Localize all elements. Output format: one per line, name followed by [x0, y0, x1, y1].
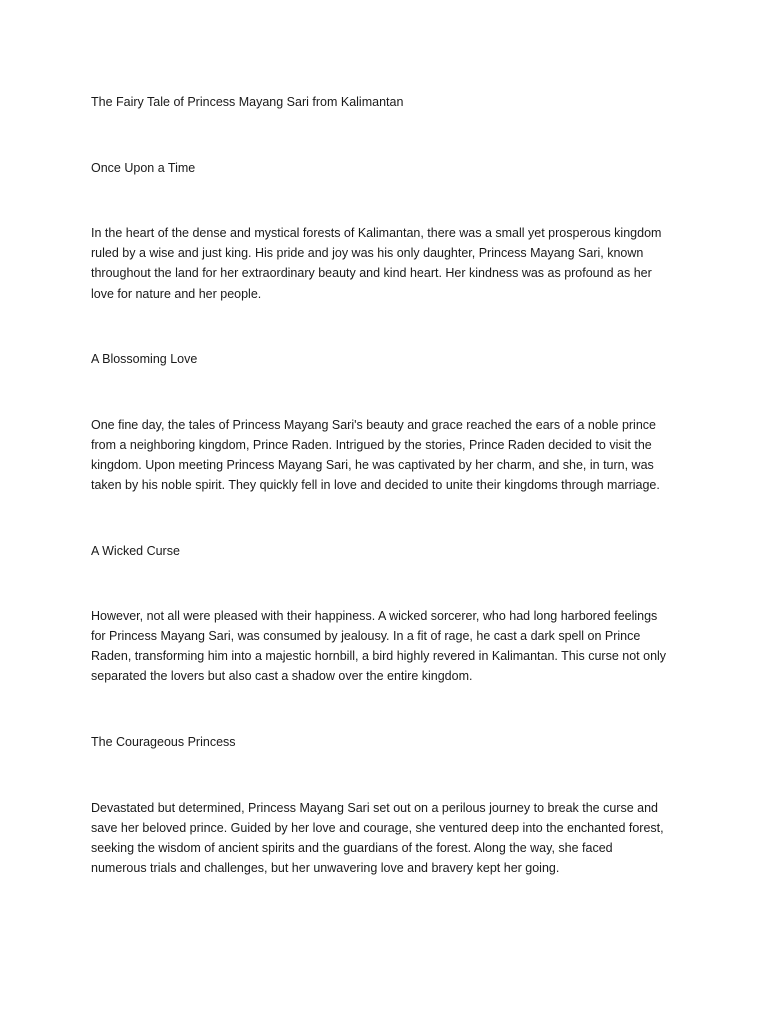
- paragraph-line: Raden, transforming him into a majestic hornbill, a bird highly revered in Kalimantan. This curse not only: [91, 649, 667, 663]
- paragraph-line: ruled by a wise and just king. His pride and joy was his only daughter, Princess Mayang Sari, known: [91, 246, 644, 260]
- section-heading-a-blossoming-love: A Blossoming Love: [91, 352, 198, 366]
- document-title: The Fairy Tale of Princess Mayang Sari from Kalimantan: [91, 95, 404, 109]
- paragraph-line: from a neighboring kingdom, Prince Raden. Intrigued by the stories, Prince Raden decided to visit the: [91, 438, 652, 452]
- paragraph-line: Devastated but determined, Princess Mayang Sari set out on a perilous journey to break the curse and: [91, 801, 658, 815]
- paragraph-line: kingdom. Upon meeting Princess Mayang Sari, he was captivated by her charm, and she, in turn, was: [91, 458, 654, 472]
- paragraph-line: taken by his noble spirit. They quickly fell in love and decided to unite their kingdoms through marriage.: [91, 478, 660, 492]
- paragraph-line: One fine day, the tales of Princess Mayang Sari's beauty and grace reached the ears of a noble prince: [91, 418, 656, 432]
- paragraph-line: However, not all were pleased with their happiness. A wicked sorcerer, who had long harbored feelings: [91, 609, 658, 623]
- section-heading-once-upon-a-time: Once Upon a Time: [91, 161, 196, 175]
- paragraph-line: seeking the wisdom of ancient spirits and the guardians of the forest. Along the way, she faced: [91, 841, 613, 855]
- paragraph-line: love for nature and her people.: [91, 287, 262, 301]
- paragraph-line: throughout the land for her extraordinary beauty and kind heart. Her kindness was as profound as her: [91, 266, 652, 280]
- paragraph-line: In the heart of the dense and mystical forests of Kalimantan, there was a small yet prosperous kingdom: [91, 226, 662, 240]
- paragraph-line: for Princess Mayang Sari, was consumed by jealousy. In a fit of rage, he cast a dark spell on Prince: [91, 629, 641, 643]
- section-heading-a-wicked-curse: A Wicked Curse: [91, 544, 180, 558]
- paragraph-line: numerous trials and challenges, but her unwavering love and bravery kept her going.: [91, 861, 560, 875]
- section-heading-the-courageous-princess: The Courageous Princess: [91, 735, 236, 749]
- paragraph-line: separated the lovers but also cast a shadow over the entire kingdom.: [91, 669, 473, 683]
- paragraph-line: save her beloved prince. Guided by her love and courage, she ventured deep into the enchanted forest,: [91, 821, 664, 835]
